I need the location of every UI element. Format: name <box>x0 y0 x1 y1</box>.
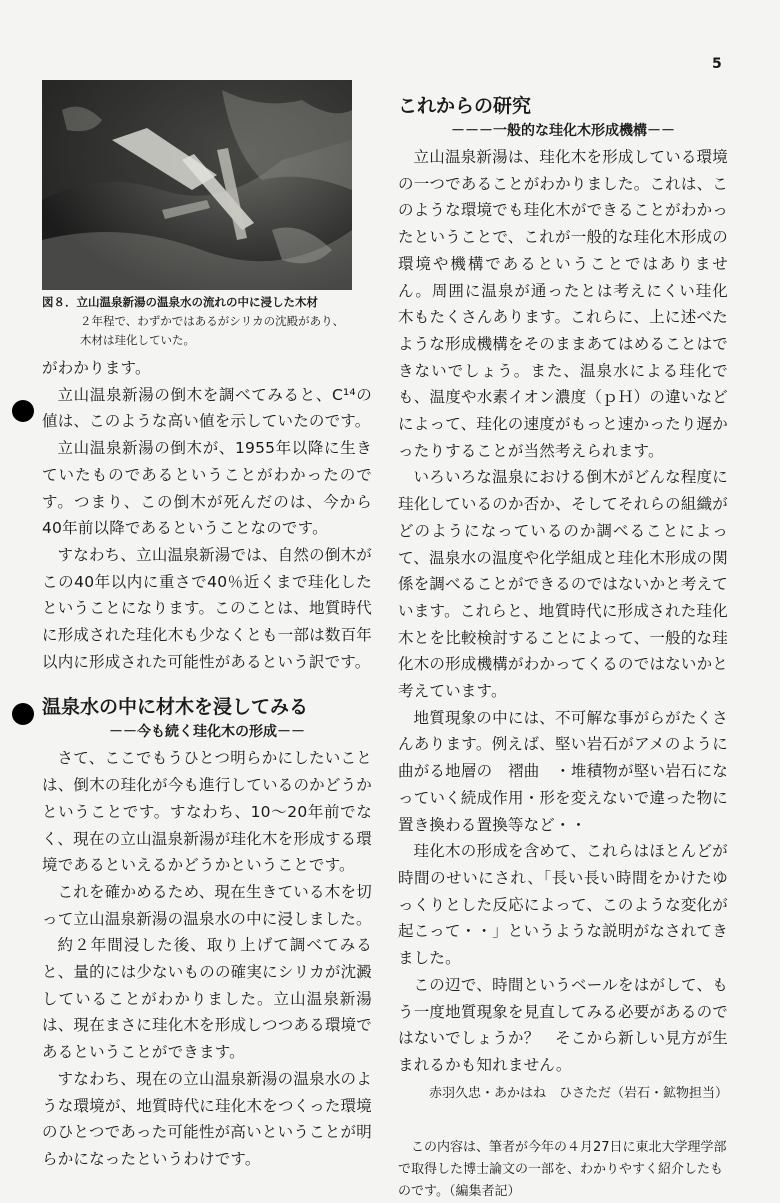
caption-line-3: 木材は珪化していた。 <box>80 333 195 347</box>
paragraph-conclusion: すなわち、現在の立山温泉新湯の温泉水のような環境が、地質時代に珪化木をつくった環境のひとつであった可能性が高いということが明らかになったというわけです。 <box>42 1069 372 1168</box>
right-column <box>398 92 728 1203</box>
figure-photo <box>42 80 352 290</box>
caption-line-2: ２年程で、わずかではあるがシリカの沈殿があり、 <box>80 314 345 328</box>
paragraph-c14-values: 立山温泉新湯の倒木を調べてみると、C¹⁴の値は、このような高い値を示していたのです。 <box>42 385 372 431</box>
paragraph-phenomena: 地質現象の中には、不可解な事がらがたくさんあります。例えば、堅い岩石がアメのように曲がる地層の 褶曲 ・堆積物が堅い岩石になっていく続成作用・形を変えないで違った物に置き換わる置換等など・・ <box>398 708 728 834</box>
section-heading-soaking: 温泉水の中に材木を浸してみる <box>42 696 309 719</box>
author-credit: 赤羽久忠・あかはね ひさただ（岩石・鉱物担当） <box>428 1085 728 1101</box>
paragraph-time: 珪化木の形成を含めて、これらはほとんどが時間のせいにされ、「長い長い時間をかけたゆっくりとした反応によって、このような変化が起こって・・」というような説明がなされてきました。 <box>398 842 728 968</box>
caption-title: 図８．立山温泉新湯の温泉水の流れの中に浸した木材 <box>42 295 318 309</box>
section-subheading-future: －－－一般的な珪化木形成機構－－ <box>451 123 675 139</box>
binder-hole-top <box>12 400 34 422</box>
paragraph-ongoing: さて、ここでもうひとつ明らかにしたいことは、倒木の珪化が今も進行しているのかどうかということです。すなわち、10〜20年前でなく、現在の立山温泉新湯が珪化木を形成する環境であるといえるかどうかということです。 <box>42 749 372 875</box>
paragraph-comparison: いろいろな温泉における倒木がどんな程度に珪化しているのか否か、そしてそれらの組織がどのようになっているのか調べることによって、温泉水の温度や化学組成と珪化木形成の関係を調べることができるのではないかと考えています。これらと、地質時代に形成された珪化木とを比較検討することによって、一般的な珪化木の形成機構がわかってくるのではないかと考えています。 <box>398 468 728 701</box>
editor-note: この内容は、筆者が今年の４月27日に東北大学理学部で取得した博士論文の一部を、わかりやすく紹介したものです。（編集者記） <box>398 1139 727 1199</box>
paragraph-environment: 立山温泉新湯は、珪化木を形成している環境の一つであることがわかりました。これは、このような環境でも珪化木ができることがわかったということで、これが一般的な珪化木形成の環境や機構であるということではありません。周囲に温泉が通ったとは考えにくい珪化木もたくさんあります。これらに、上に述べたような形成機構をそのままあてはめることはできないでしょう。また、温泉水による珪化でも、温度や水素イオン濃度（ｐＨ）の違いなどによって、珪化の速度がもっと速かったり遅かったりすることが当然考えられます。 <box>398 148 728 460</box>
left-column <box>42 355 372 1173</box>
paragraph-continuation: がわかります。 <box>42 359 151 377</box>
paragraph-1955: 立山温泉新湯の倒木が、1955年以降に生きていたものであるということがわかったのです。つまり、この倒木が死んだのは、今から40年前以降であるということなのです。 <box>42 439 372 538</box>
binder-hole-bottom <box>12 703 34 725</box>
section-subheading-soaking: －－今も続く珪化木の形成－－ <box>109 724 305 741</box>
wood-in-water-image <box>42 80 352 290</box>
paragraph-new-view: この辺で、時間というベールをはがして、もう一度地質現象を見直してみる必要があるのではないでしょうか？ そこから新しい見方が生まれるかも知れません。 <box>398 975 728 1074</box>
figure-caption <box>42 293 362 350</box>
paragraph-two-years: 約２年間浸した後、取り上げて調べてみると、量的には少ないものの確実にシリカが沈澱していることがわかりました。立山温泉新湯は、現在まさに珪化木を形成しつつある環境であるということができます。 <box>42 936 372 1062</box>
paragraph-40-years: すなわち、立山温泉新湯では、自然の倒木がこの40年以内に重さで40％近くまで珪化したということになります。このことは、地質時代に形成された珪化木も少なくとも一部は数百年以内に形成された可能性があるという訳です。 <box>42 545 372 671</box>
section-heading-future: これからの研究 <box>398 95 532 117</box>
page-number: 5 <box>712 56 722 72</box>
paragraph-experiment: これを確かめるため、現在生きている木を切って立山温泉新湯の温泉水の中に浸しました。 <box>42 882 372 928</box>
